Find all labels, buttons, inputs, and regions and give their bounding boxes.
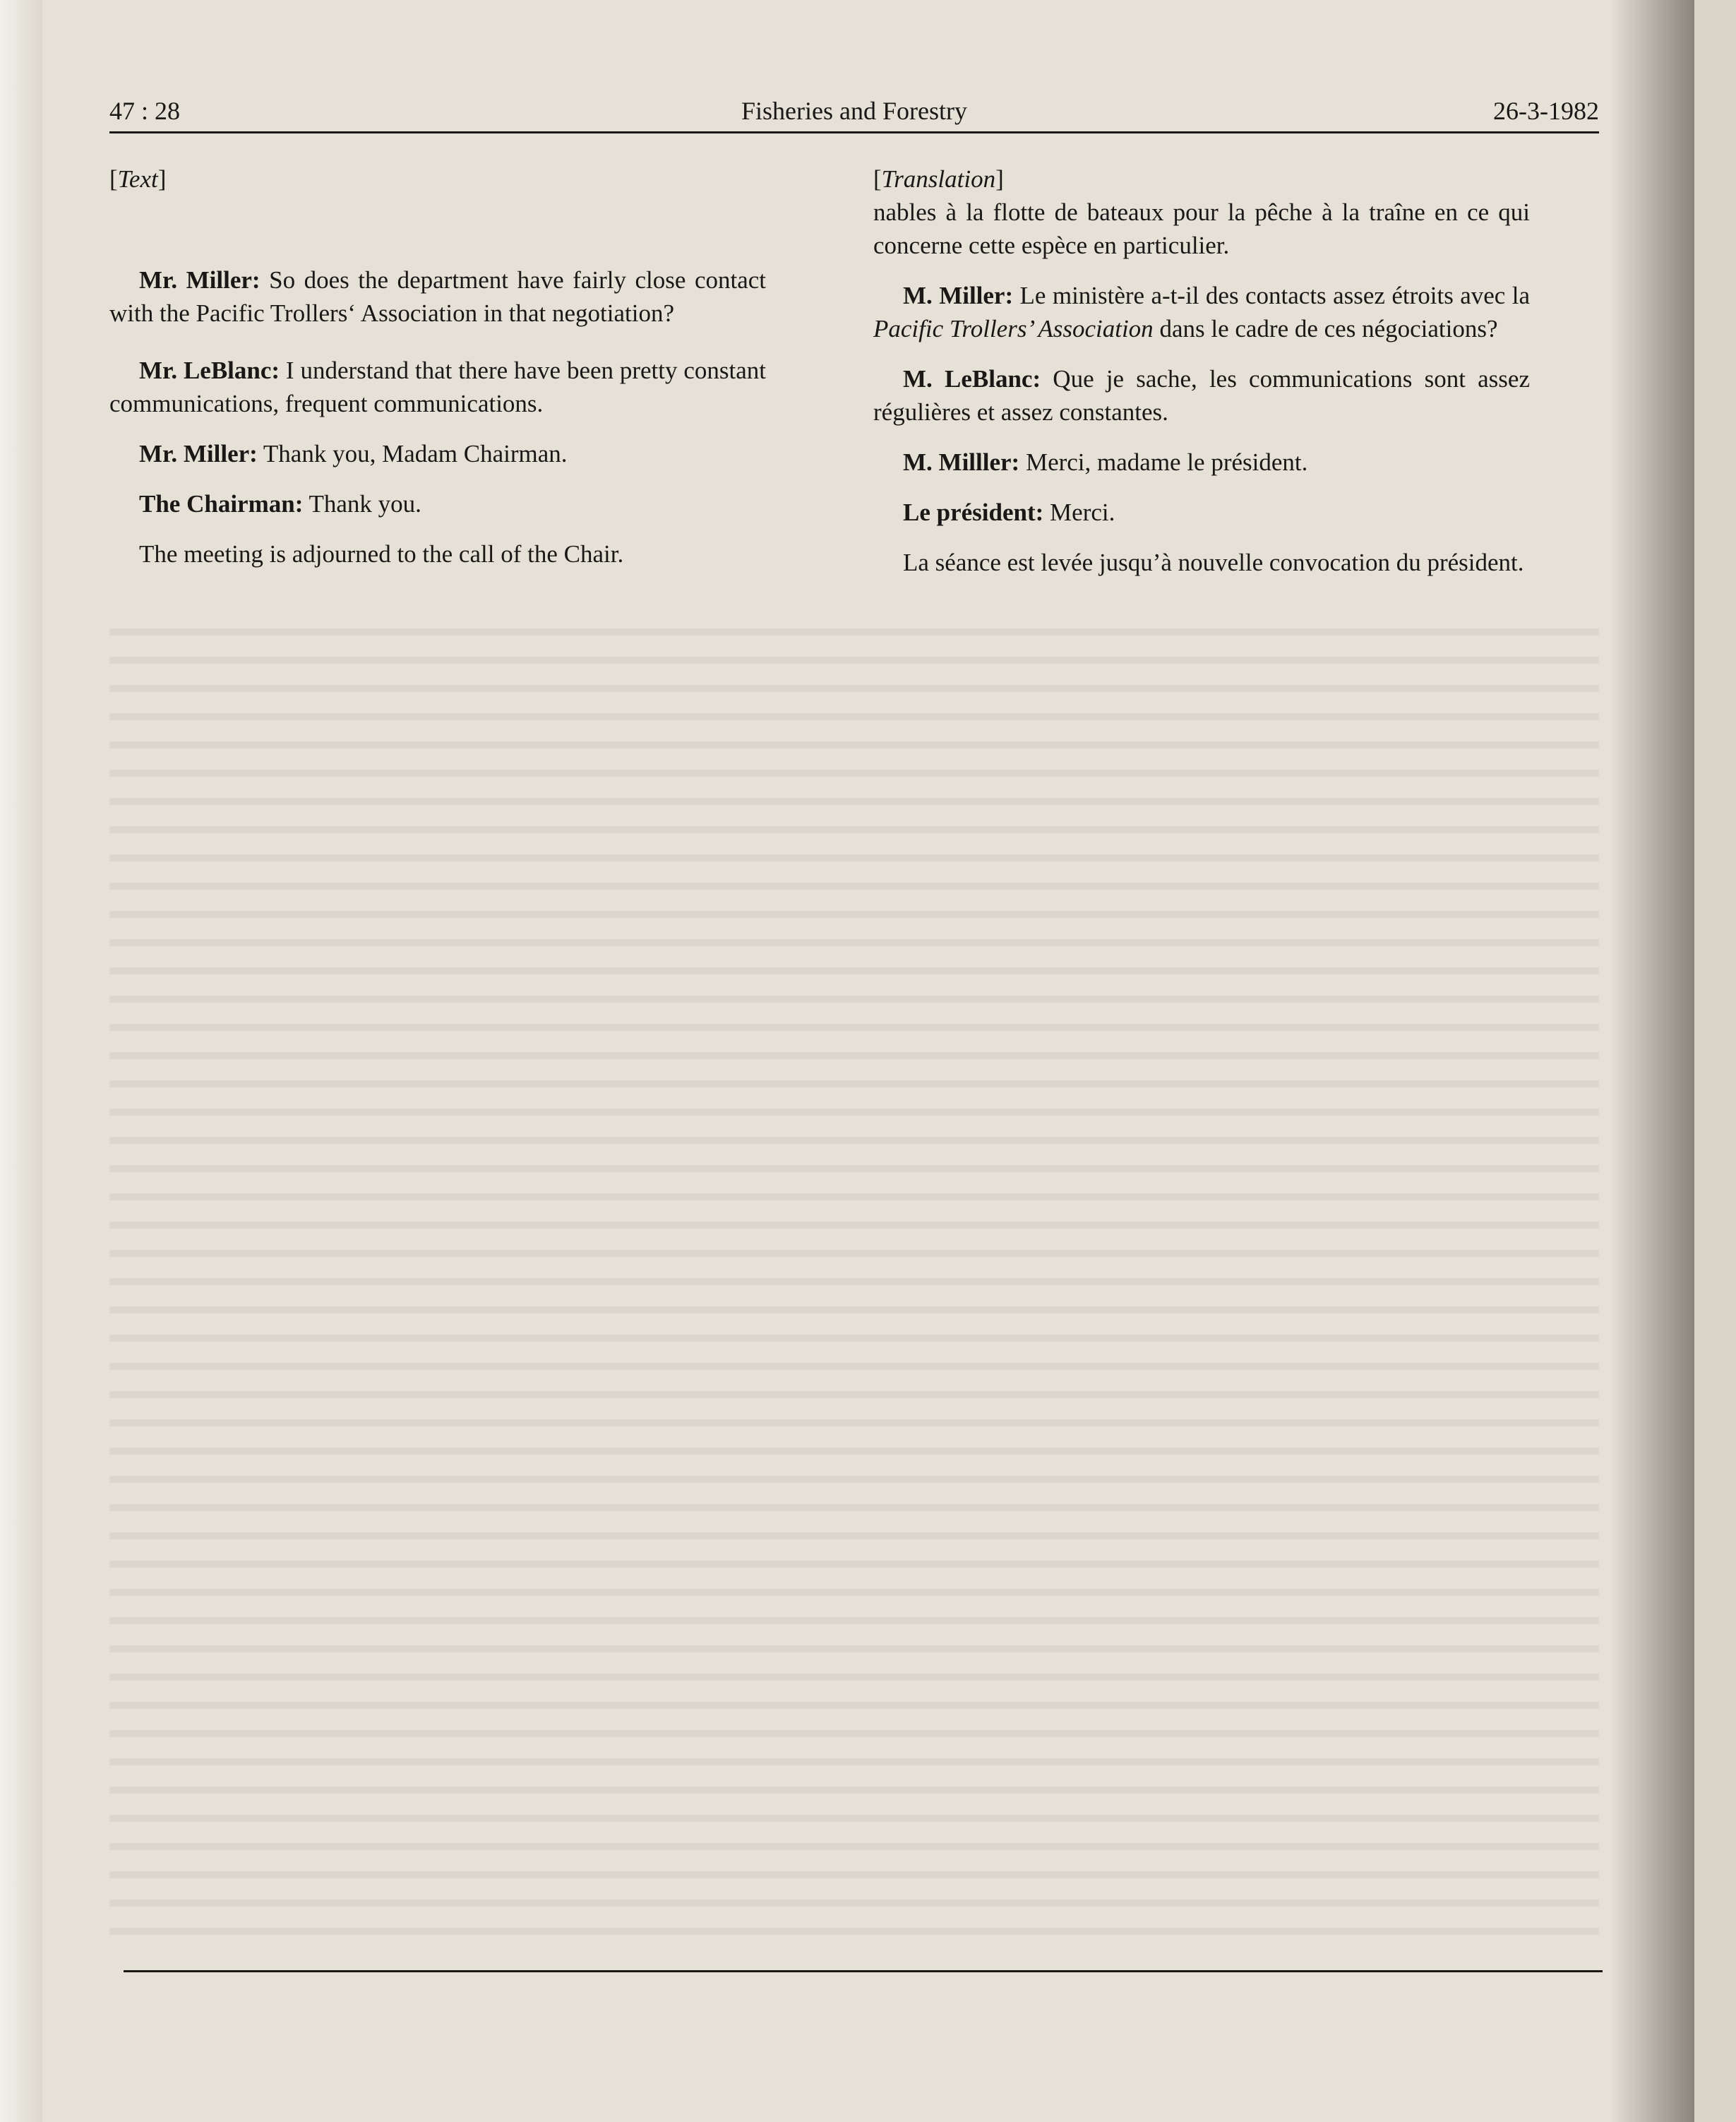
- speaker-name: Mr. LeBlanc:: [139, 357, 280, 384]
- speaker-name: The Chairman:: [139, 490, 304, 518]
- speaker-name: M. LeBlanc:: [903, 365, 1041, 393]
- label-open-bracket: [: [109, 165, 118, 193]
- label-close-bracket: ]: [995, 165, 1004, 193]
- english-column: [109, 162, 766, 588]
- label-open-bracket: [: [873, 165, 882, 193]
- speech-text: dans le cadre de ces négociations?: [1153, 315, 1498, 342]
- speech-text: Merci.: [1043, 499, 1115, 526]
- speaker-name: Mr. Miller:: [139, 440, 258, 467]
- continuation-paragraph: nables à la flotte de bateaux pour la pêche à la traîne en ce qui concerne cette espèce en particulier.: [873, 198, 1530, 259]
- text-label: [109, 162, 766, 196]
- running-header: [109, 85, 1599, 131]
- binding-shadow: [1610, 0, 1694, 2122]
- speech-text: Que je sache, les communications sont assez régulières et assez constantes.: [873, 365, 1530, 426]
- header-date: 26-3-1982: [1493, 97, 1599, 125]
- label-word: Text: [117, 165, 158, 193]
- association-name: Pacific Trollers’ Association: [873, 315, 1154, 342]
- speaker-name: M. Miller:: [903, 282, 1014, 309]
- paragraph: [109, 487, 766, 520]
- speech-text: Le ministère a-t-il des contacts assez étroits avec la: [1013, 282, 1530, 309]
- speech-text: Thank you.: [303, 490, 421, 518]
- speaker-name: Le président:: [903, 499, 1044, 526]
- paragraph: [873, 496, 1530, 529]
- paragraph-gap: [109, 347, 766, 354]
- speech-text: Merci, madame le président.: [1019, 448, 1308, 476]
- speech-text: Thank you, Madam Chairman.: [257, 440, 568, 467]
- adjournment-paragraph: [109, 537, 766, 571]
- speech-text: I understand that there have been pretty constant communications, frequent communications.: [109, 357, 766, 417]
- speech-text: The meeting is adjourned to the call of the Chair.: [139, 540, 624, 568]
- french-column: [873, 162, 1530, 596]
- header-title: Fisheries and Forestry: [741, 97, 967, 125]
- label-word: Translation: [881, 165, 996, 193]
- column-spacer: [109, 213, 766, 263]
- footer-rule: [124, 1970, 1603, 1972]
- speech-text: La séance est levée jusqu’à nouvelle convocation du président.: [903, 549, 1524, 576]
- label-close-bracket: ]: [157, 165, 167, 193]
- paragraph: [109, 263, 766, 330]
- speech-text: So does the department have fairly close contact with the Pacific Trollers‘ Association in that negotiation?: [109, 266, 766, 327]
- adjournment-paragraph: [873, 546, 1530, 579]
- paragraph: [109, 437, 766, 470]
- paragraph: [109, 354, 766, 420]
- paragraph: [873, 279, 1530, 345]
- translation-label: [873, 162, 1530, 196]
- paragraph: [873, 446, 1530, 479]
- page-number: 47 : 28: [109, 97, 181, 125]
- speaker-name: Mr. Miller:: [139, 266, 261, 294]
- paragraph: [873, 362, 1530, 429]
- header-rule: [109, 131, 1599, 133]
- speaker-name: M. Milller:: [903, 448, 1020, 476]
